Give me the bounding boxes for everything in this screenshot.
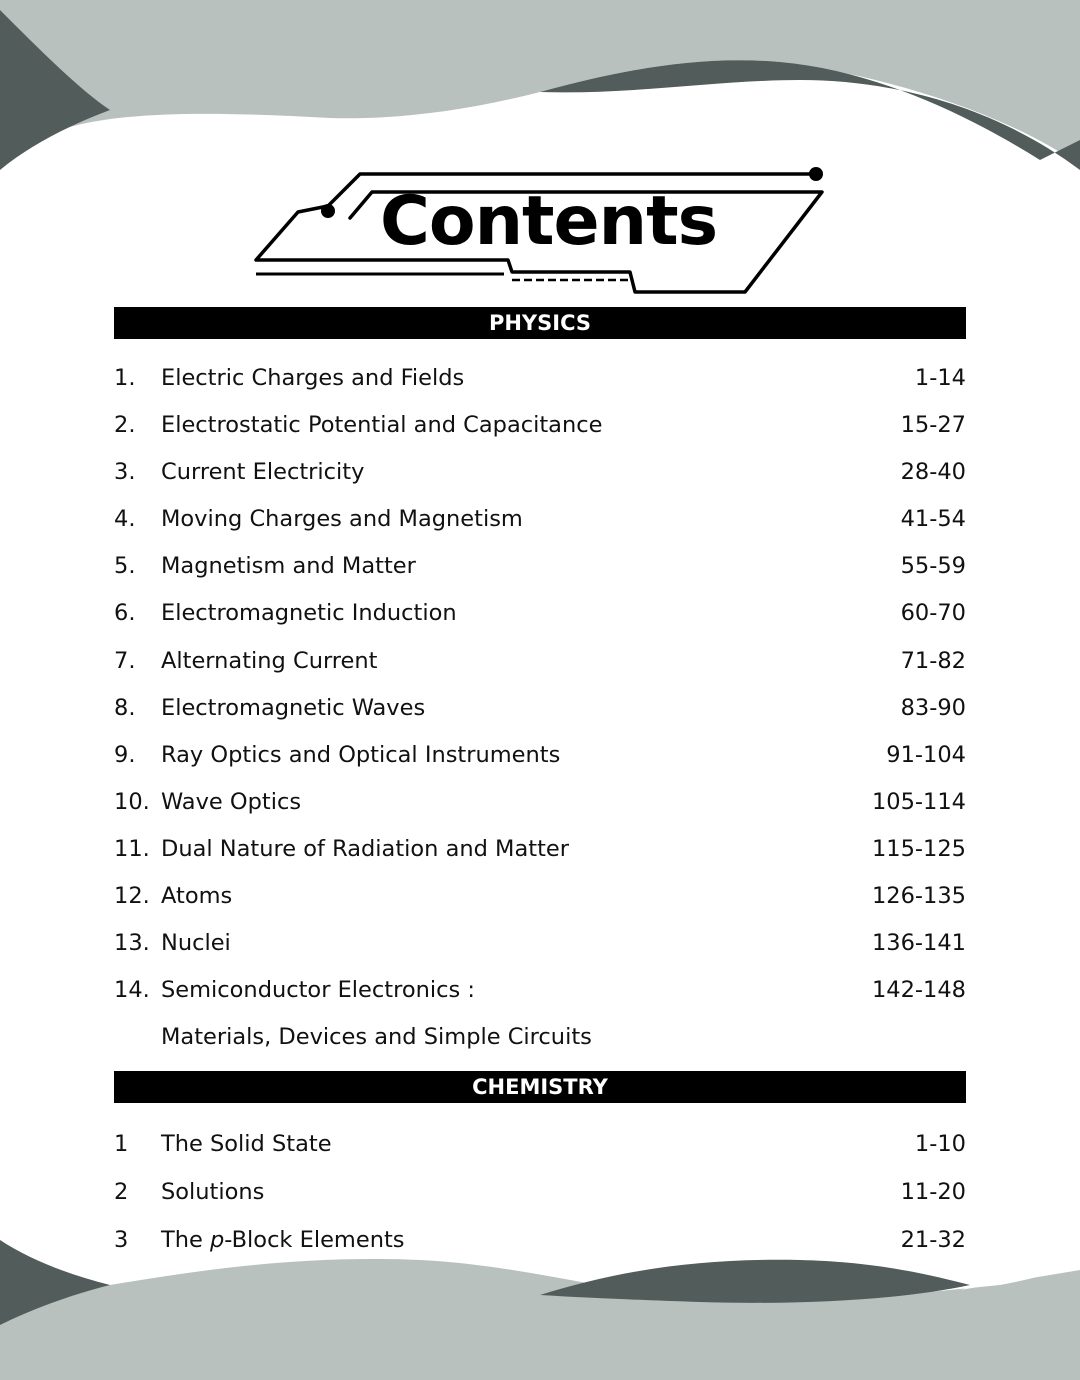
toc-entry[interactable]: [114, 967, 966, 1051]
toc-entry-title: Magnetism and Matter: [161, 553, 416, 580]
toc-entry[interactable]: [114, 590, 966, 637]
toc-entry-title: Atoms: [161, 883, 233, 910]
toc-entry-title: The Solid State: [161, 1131, 332, 1157]
toc-entry[interactable]: [114, 449, 966, 496]
toc-list-physics: [114, 355, 966, 1051]
toc-entry[interactable]: [114, 496, 966, 543]
toc-entry-pages: 60-70: [900, 600, 966, 627]
toc-entry-pages: 105-114: [871, 788, 966, 815]
toc-entry[interactable]: [114, 685, 966, 732]
toc-entry-number: 4.: [114, 506, 136, 533]
toc-entry-number: 12.: [114, 883, 150, 910]
toc-entry-title: Current Electricity: [161, 459, 365, 486]
toc-entry-number: 1: [114, 1131, 129, 1157]
toc-entry-number: 5.: [114, 553, 136, 580]
toc-entry-pages: 126-135: [871, 883, 966, 910]
toc-entry-title: Dual Nature of Radiation and Matter: [161, 835, 569, 862]
toc-entry-pages: 11-20: [900, 1179, 966, 1205]
toc-entry-pages: 28-40: [900, 459, 966, 486]
toc-entry-pages: 71-82: [900, 647, 966, 674]
toc-entry[interactable]: [114, 1168, 966, 1216]
section-header-chemistry: CHEMISTRY: [114, 1071, 966, 1103]
toc-entry[interactable]: [114, 920, 966, 967]
toc-entry-pages: 55-59: [900, 553, 966, 580]
toc-entry[interactable]: [114, 732, 966, 779]
toc-entry-pages: 115-125: [871, 835, 966, 862]
toc-entry-title: Alternating Current: [161, 647, 378, 674]
toc-entry-title: Wave Optics: [161, 788, 302, 815]
toc-entry-title: Electromagnetic Waves: [161, 694, 426, 721]
toc-entry-pages: 15-27: [900, 412, 966, 439]
toc-entry-number: 7.: [114, 647, 136, 674]
toc-entry-number: 10.: [114, 788, 150, 815]
toc-entry-pages: 1-14: [914, 365, 966, 391]
toc-entry[interactable]: [114, 543, 966, 590]
toc-entry[interactable]: [114, 402, 966, 449]
toc-entry[interactable]: [114, 1120, 966, 1168]
toc-entry-pages: 21-32: [900, 1227, 966, 1253]
toc-entry-pages: 1-10: [914, 1131, 966, 1157]
toc-entry-title: Electromagnetic Induction: [161, 600, 457, 627]
toc-entry-number: 13.: [114, 930, 150, 957]
toc-entry-title: Ray Optics and Optical Instruments: [161, 741, 561, 768]
bottom-wave-decoration: [0, 1240, 1080, 1380]
toc-entry[interactable]: [114, 826, 966, 873]
toc-entry-title: Nuclei: [161, 930, 231, 957]
toc-entry-title: Moving Charges and Magnetism: [161, 506, 523, 533]
toc-entry[interactable]: [114, 873, 966, 920]
toc-entry-title-continuation: Materials, Devices and Simple Circuits: [161, 1024, 592, 1051]
toc-entry-pages: 41-54: [900, 506, 966, 533]
toc-entry[interactable]: [114, 779, 966, 826]
toc-entry-pages: 142-148: [871, 977, 966, 1004]
toc-entry-number: 14.: [114, 977, 150, 1004]
toc-entry-number: 11.: [114, 835, 150, 862]
toc-entry-number: 6.: [114, 600, 136, 627]
section-header-physics: PHYSICS: [114, 307, 966, 339]
toc-entry-title: Electric Charges and Fields: [161, 365, 465, 391]
title-suffix: -Block Elements: [224, 1227, 405, 1253]
toc-entry-pages: 83-90: [900, 694, 966, 721]
toc-entry-number: 3: [114, 1227, 129, 1253]
toc-entry-title: Semiconductor Electronics :: [161, 977, 475, 1004]
contents-title-block: [250, 160, 830, 300]
toc-entry-number: 9.: [114, 741, 136, 768]
toc-entry-title: Solutions: [161, 1179, 265, 1205]
title-italic-letter: p: [210, 1227, 225, 1253]
toc-entry-number: 2: [114, 1179, 129, 1205]
toc-entry-pages: 136-141: [871, 930, 966, 957]
toc-entry-title: Electrostatic Potential and Capacitance: [161, 412, 603, 439]
toc-entry-pages: 91-104: [886, 741, 966, 768]
toc-entry-number: 1.: [114, 365, 136, 391]
toc-entry-number: 2.: [114, 412, 136, 439]
toc-entry-number: 8.: [114, 694, 136, 721]
toc-entry[interactable]: [114, 638, 966, 685]
page-title: Contents: [380, 182, 718, 261]
toc-entry[interactable]: [114, 355, 966, 402]
title-prefix: The: [161, 1227, 210, 1253]
toc-entry-number: 3.: [114, 459, 136, 486]
